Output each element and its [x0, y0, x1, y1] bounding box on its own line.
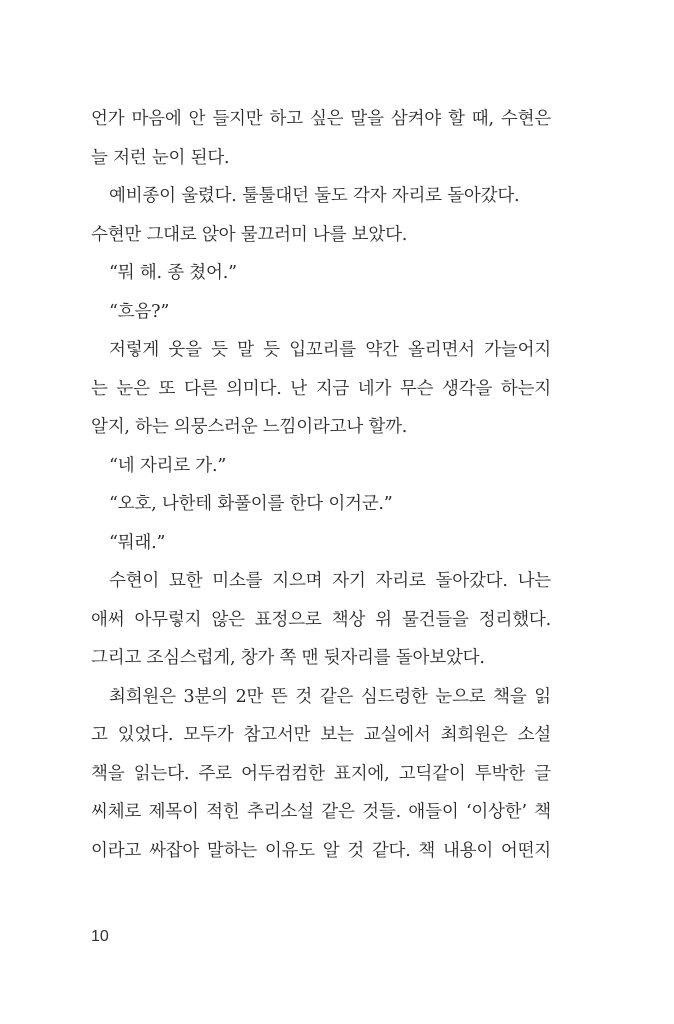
text-line: 늘 저런 눈이 된다.	[91, 147, 230, 168]
text-line: 책을 읽는다. 주로 어두컴컴한 표지에, 고딕같이 투박한 글	[91, 763, 551, 784]
text-line: 애써 아무렇지 않은 표정으로 책상 위 물건들을 정리했다.	[91, 609, 551, 630]
text-line: 언가 마음에 안 들지만 하고 싶은 말을 삼켜야 할 때, 수현은	[91, 109, 551, 129]
text-line: “흐음?”	[109, 301, 170, 322]
text-line: 알지, 하는 의뭉스러운 느낌이라고나 할까.	[91, 417, 408, 437]
text-line: “뭐 해. 종 쳤어.”	[109, 263, 237, 283]
text-line: 그리고 조심스럽게, 창가 쪽 맨 뒷자리를 돌아보았다.	[91, 648, 485, 668]
text-line: 수현이 묘한 미소를 지으며 자기 자리로 돌아갔다. 나는	[109, 571, 551, 591]
text-line: “오호, 나한테 화풀이를 한다 이거군.”	[109, 494, 393, 514]
text-line: 는 눈은 또 다른 의미다. 난 지금 네가 무슨 생각을 하는지	[91, 378, 551, 399]
body-text	[91, 100, 551, 870]
text-line: 고 있었다. 모두가 참고서만 보는 교실에서 최희원은 소설	[91, 725, 551, 745]
text-line: 수현만 그대로 앉아 물끄러미 나를 보았다.	[91, 224, 408, 245]
text-line: 저렇게 웃을 듯 말 듯 입꼬리를 약간 올리면서 가늘어지	[109, 340, 551, 360]
text-line: 예비종이 울렸다. 툴툴대던 둘도 각자 자리로 돌아갔다.	[109, 186, 520, 206]
text-line: “네 자리로 가.”	[109, 455, 227, 476]
page-number: 10	[91, 928, 109, 945]
text-line: “뭐래.”	[109, 532, 166, 553]
text-line: 이라고 싸잡아 말하는 이유도 알 것 같다. 책 내용이 어떤지	[91, 840, 551, 861]
text-line: 씨체로 제목이 적힌 추리소설 같은 것들. 애들이 ‘이상한’ 책	[91, 802, 551, 822]
text-line: 최희원은 3분의 2만 뜬 것 같은 심드렁한 눈으로 책을 읽	[109, 686, 551, 707]
